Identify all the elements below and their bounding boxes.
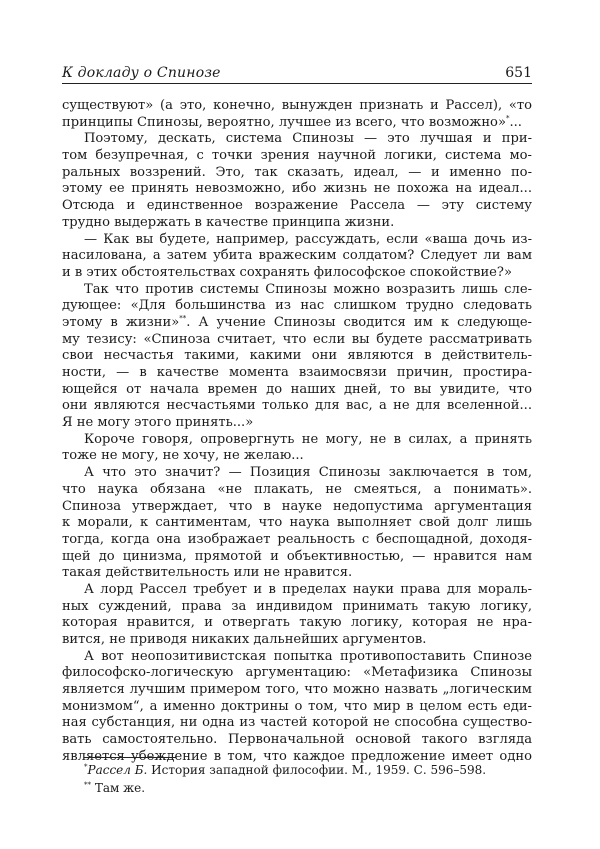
- footnote-author: Рассел Б.: [87, 763, 148, 777]
- text-line: [62, 131, 532, 148]
- text-line: [62, 532, 532, 549]
- line-text: свои несчастья такими, какими они являются в действитель-: [62, 348, 532, 364]
- line-text: А вот неопозитивистская попытка противопоставить Спинозе: [84, 648, 532, 664]
- footnote-mark: *: [84, 763, 88, 771]
- page-number: 651: [505, 65, 532, 81]
- text-line: [62, 582, 532, 599]
- text-line: [62, 148, 532, 165]
- text-line: [62, 465, 532, 482]
- text-line: [62, 398, 532, 415]
- line-text: трудно выдержать в качестве принципа жизни.: [62, 214, 395, 230]
- line-text: ральных воззрений. Это, так сказать, идеал, — и именно по-: [62, 164, 532, 180]
- text-line: [62, 282, 532, 299]
- line-text: этому в жизни»: [62, 314, 180, 330]
- line-text: А что это значит? — Позиция Спинозы заключается в том,: [84, 465, 532, 481]
- line-text: вать самостоятельно. Первоначальной основой такого взгляда: [62, 732, 532, 748]
- text-line: [62, 332, 532, 349]
- text-line: [62, 248, 532, 265]
- line-text: А лорд Рассел требует и в пределах науки права для мораль-: [84, 581, 532, 597]
- text-line: [62, 732, 532, 749]
- line-text: философско-логическую аргументацию: «Метафизика Спинозы: [62, 665, 532, 681]
- text-line: [62, 565, 532, 582]
- line-text: насилована, а затем убита вражеским солдатом? Следует ли вам: [62, 248, 532, 264]
- text-line: [62, 649, 532, 666]
- line-text: этому ее принять невозможно, ибо жизнь не похожа на идеал...: [62, 181, 532, 197]
- text-line: [62, 315, 532, 332]
- running-title: К докладу о Спинозе: [62, 65, 221, 81]
- line-text: ющейся от начала времен до наших дней, то вы увидите, что: [62, 381, 532, 397]
- text-line: [62, 115, 532, 132]
- text-line: [62, 432, 532, 449]
- text-line: [62, 365, 532, 382]
- text-line: [62, 165, 532, 182]
- footnote-text: Там же.: [91, 781, 146, 795]
- line-text: дующее: «Для большинства из нас слишком трудно следовать: [62, 298, 532, 314]
- line-text: принципы Спинозы, вероятно, лучшее из всего, что возможно»: [62, 114, 506, 130]
- text-line: [62, 699, 532, 716]
- line-text: ная субстанция, ни одна из частей которой не способна существо-: [62, 715, 532, 731]
- footnote-mark: **: [84, 781, 91, 789]
- text-line: [62, 482, 532, 499]
- line-text: Я не могу этого принять...»: [62, 415, 254, 431]
- line-text: ности, — в качестве момента взаимосвязи причин, простира-: [62, 365, 532, 380]
- line-text: тогда, когда она изображает реальность с беспощадной, доходя-: [62, 531, 532, 547]
- text-line: [62, 98, 532, 115]
- line-text: и в этих обстоятельствах сохранять философское спокойствие?»: [62, 264, 512, 280]
- line-text: тоже не могу, не хочу, не желаю...: [62, 448, 304, 464]
- text-line: [62, 499, 532, 516]
- line-text: Короче говоря, опровергнуть не могу, не в силах, а принять: [84, 431, 532, 447]
- text-line: [62, 682, 532, 699]
- line-text: что наука обязана «не плакать, не смеяться, а понимать».: [62, 481, 532, 497]
- line-text: монизмом“, а именно доктрины о том, что мир в целом есть еди-: [62, 698, 532, 714]
- footnote: [84, 779, 532, 797]
- footnote-rule: [84, 757, 176, 758]
- line-text: является убеждение в том, что каждое предложение имеет одно: [62, 748, 532, 764]
- text-line: [62, 232, 532, 249]
- line-text: которая нравится, и отвергать такую логику, которая не нра-: [62, 615, 532, 631]
- line-text: Спиноза утверждает, что в науке недопустима аргументация: [62, 498, 532, 514]
- running-header: [62, 63, 532, 84]
- line-text: Поэтому, дескать, система Спинозы — это лучшая и при-: [84, 131, 532, 147]
- line-text: ных суждений, права за индивидом принимать такую логику,: [62, 598, 532, 614]
- line-text-after: . А учение Спинозы сводится им к следующе-: [186, 314, 532, 330]
- line-text: вится, не приводя никаких дальнейших аргументов.: [62, 632, 427, 647]
- line-text: к морали, к сантиментам, что наука выполняет свой долг лишь: [62, 515, 532, 531]
- line-text: том безупречная, с точки зрения научной логики, система мо-: [62, 148, 532, 164]
- line-text: такая действительность или не нравится.: [62, 565, 353, 581]
- text-line: [62, 382, 532, 399]
- text-line: [62, 298, 532, 315]
- text-line: [62, 515, 532, 532]
- text-line: [62, 415, 532, 432]
- text-line: [62, 265, 532, 282]
- text-line: [62, 599, 532, 616]
- line-text: щей до цинизма, прямотой и объективностью, — нравится нам: [62, 548, 532, 564]
- line-text: Отсюда и единственное возражение Рассела — эту систему: [62, 198, 532, 214]
- line-text: является лучшим примером того, что можно назвать „логическим: [62, 682, 532, 698]
- line-text: — Как вы будете, например, рассуждать, если «ваша дочь из-: [84, 231, 532, 247]
- line-text-after: ...: [509, 114, 522, 130]
- footnote-marker: *: [505, 114, 510, 123]
- line-text: они являются несчастьями только для вас, а не для вселенной...: [62, 398, 532, 414]
- footnote: [84, 761, 532, 779]
- text-line: [62, 348, 532, 365]
- text-line: [62, 181, 532, 198]
- text-line: [62, 215, 532, 232]
- text-line: [62, 715, 532, 732]
- text-line: [62, 665, 532, 682]
- text-line: [62, 198, 532, 215]
- line-text: Так что против системы Спинозы можно возразить лишь сле-: [84, 281, 532, 297]
- text-line: [62, 632, 532, 649]
- footnote-text: История западной философии. М., 1959. С. 596–598.: [147, 763, 487, 777]
- line-text: му тезису: «Спиноза считает, что если вы будете рассматривать: [62, 331, 532, 347]
- body-text: [62, 98, 532, 766]
- text-line: [62, 615, 532, 632]
- text-line: [62, 549, 532, 566]
- line-text: существуют» (а это, конечно, вынужден признать и Рассел), «то: [62, 98, 532, 113]
- text-line: [62, 448, 532, 465]
- footnote-marker: **: [179, 314, 187, 323]
- footnotes: [84, 761, 532, 797]
